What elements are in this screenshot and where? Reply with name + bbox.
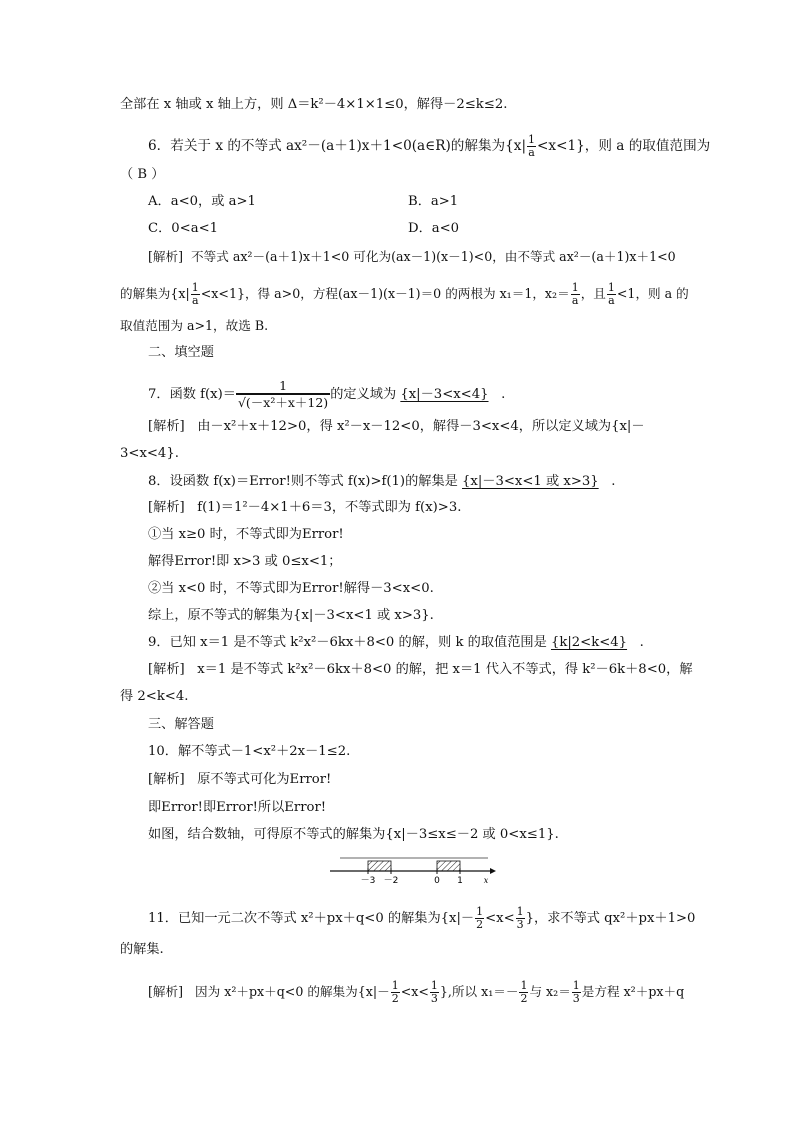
q9-answer: {k|2<k<4} [550, 635, 628, 650]
section-title-fill-in: 二、填空题 [148, 345, 214, 360]
q6-analysis-frac-2: $\frac{1}{a}$ [571, 281, 579, 307]
tick-label-neg3: －3 [360, 876, 376, 886]
q6-stem: 6．若关于 x 的不等式 ax²－(a＋1)x＋1<0(a∈R)的解集为{x| $\frac{1}{a}$ <x<1}，则 a 的取值范围为 [148, 133, 711, 159]
q6-stem-fraction: $\frac{1}{a}$ [528, 133, 536, 159]
q6-answer: （ B ） [120, 167, 165, 182]
q6-analysis-frac-3: $\frac{1}{a}$ [607, 281, 615, 307]
q8-stem: 8．设函数 f(x)＝Error!则不等式 f(x)>f(1)的解集是 {x|－3<x<1 或 x>3} . [148, 474, 616, 489]
analysis-tag: [解析] [148, 249, 184, 264]
q6-option-b: B．a>1 [408, 194, 459, 209]
shaded-interval-left [368, 861, 391, 871]
q6-option-d: D．a<0 [408, 221, 460, 236]
analysis-tag: [解析] [148, 500, 185, 515]
q8-analysis-line5: 综上，原不等式的解集为{x|－3<x<1 或 x>3}. [148, 608, 434, 623]
q11-analysis-frac-4: $\frac{1}{3}$ [572, 979, 580, 1005]
q11-frac-half: $\frac{1}{2}$ [476, 905, 484, 931]
q7-stem: 7．函数 f(x)＝ $\frac{1}{\text{√(－x²＋x＋12)}}$ 的定义域为 {x|－3<x<4} . [148, 378, 506, 410]
shaded-interval-right [437, 861, 460, 871]
q6-option-a: A．a<0，或 a>1 [148, 194, 256, 209]
analysis-tag: [解析] [148, 419, 185, 434]
axis-label-x: x [483, 876, 489, 885]
q11-analysis-frac-3: $\frac{1}{2}$ [520, 979, 528, 1005]
analysis-tag: [解析] [148, 662, 185, 677]
q8-analysis-line2: ①当 x≥0 时，不等式即为Error! [148, 527, 344, 542]
q6-option-c: C．0<a<1 [148, 221, 219, 236]
analysis-tag: [解析] [148, 772, 185, 787]
q9-analysis-line1: [解析] x＝1 是不等式 k²x²－6kx＋8<0 的解，把 x＝1 代入不等式，得 k²－6k＋8<0，解 [148, 662, 693, 677]
q8-answer: {x|－3<x<1 或 x>3} [462, 474, 599, 489]
q10-analysis-line2: 即Error!即Error!所以Error! [148, 800, 327, 815]
q11-stem-line2: 的解集. [120, 942, 164, 957]
q8-analysis-line1: [解析] f(1)＝1²－4×1＋6＝3，不等式即为 f(x)>3. [148, 500, 462, 515]
section-title-solutions: 三、解答题 [148, 717, 214, 732]
continuation-line: 全部在 x 轴或 x 轴上方，则 Δ＝k²－4×1×1≤0，解得－2≤k≤2. [120, 97, 508, 112]
q11-analysis-line1: [解析] 因为 x²＋px＋q<0 的解集为{x|－ $\frac{1}{2}$ <x< $\frac{1}{3}$ },所以 x₁＝－ $\frac{1}{2}$ 与 x₂＝ $\frac{1}{3}$ 是方程 x²＋px＋q [148, 979, 685, 1005]
q10-analysis-line1: [解析] 原不等式可化为Error! [148, 772, 332, 787]
q11-analysis-frac-2: $\frac{1}{3}$ [430, 979, 438, 1005]
q10-analysis-line3: 如图，结合数轴，可得原不等式的解集为{x|－3≤x≤－2 或 0<x≤1}. [148, 827, 559, 842]
tick-label-neg2: －2 [383, 876, 399, 886]
tick-label-1: 1 [457, 876, 463, 886]
q11-stem-line1: 11．已知一元二次不等式 x²＋px＋q<0 的解集为{x|－ $\frac{1}{2}$ <x< $\frac{1}{3}$ }，求不等式 qx²＋px＋1>0 [148, 905, 696, 931]
q6-analysis-line3: 取值范围为 a>1，故选 B. [120, 318, 269, 333]
q9-stem: 9．已知 x＝1 是不等式 k²x²－6kx＋8<0 的解，则 k 的取值范围是 {k|2<k<4} . [148, 635, 644, 650]
analysis-tag: [解析] [148, 984, 184, 999]
q7-answer: {x|－3<x<4} [400, 387, 489, 402]
number-line-figure [330, 852, 500, 886]
q7-fraction: $\frac{1}{\text{√(－x²＋x＋12)}}$ [237, 378, 329, 410]
tick-label-0: 0 [434, 876, 440, 886]
q6-analysis-line2: 的解集为{x| $\frac{1}{a}$ <x<1}，得 a>0，方程(ax－1)(x－1)＝0 的两根为 x₁＝1，x₂＝ $\frac{1}{a}$ ，且 $\frac{1}{a}$ <1，则 a 的 [120, 281, 689, 307]
q8-analysis-line3: 解得Error!即 x>3 或 0≤x<1； [148, 554, 342, 569]
q6-analysis-line1: [解析] 不等式 ax²－(a＋1)x＋1<0 可化为(ax－1)(x－1)<0，由不等式 ax²－(a＋1)x＋1<0 [148, 249, 676, 264]
q11-frac-third: $\frac{1}{3}$ [516, 905, 524, 931]
axis-arrow-icon [490, 868, 496, 874]
q7-analysis-line2: 3<x<4}. [120, 446, 179, 461]
q7-analysis-line1: [解析] 由－x²＋x＋12>0，得 x²－x－12<0，解得－3<x<4，所以定义域为{x|－ [148, 419, 645, 434]
q8-analysis-line4: ②当 x<0 时，不等式即为Error!解得－3<x<0. [148, 581, 434, 596]
q10-stem: 10．解不等式－1<x²＋2x－1≤2. [148, 744, 351, 759]
q9-analysis-line2: 得 2<k<4. [120, 689, 189, 704]
q11-analysis-frac-1: $\frac{1}{2}$ [391, 979, 399, 1005]
q6-analysis-frac-1: $\frac{1}{a}$ [191, 281, 199, 307]
